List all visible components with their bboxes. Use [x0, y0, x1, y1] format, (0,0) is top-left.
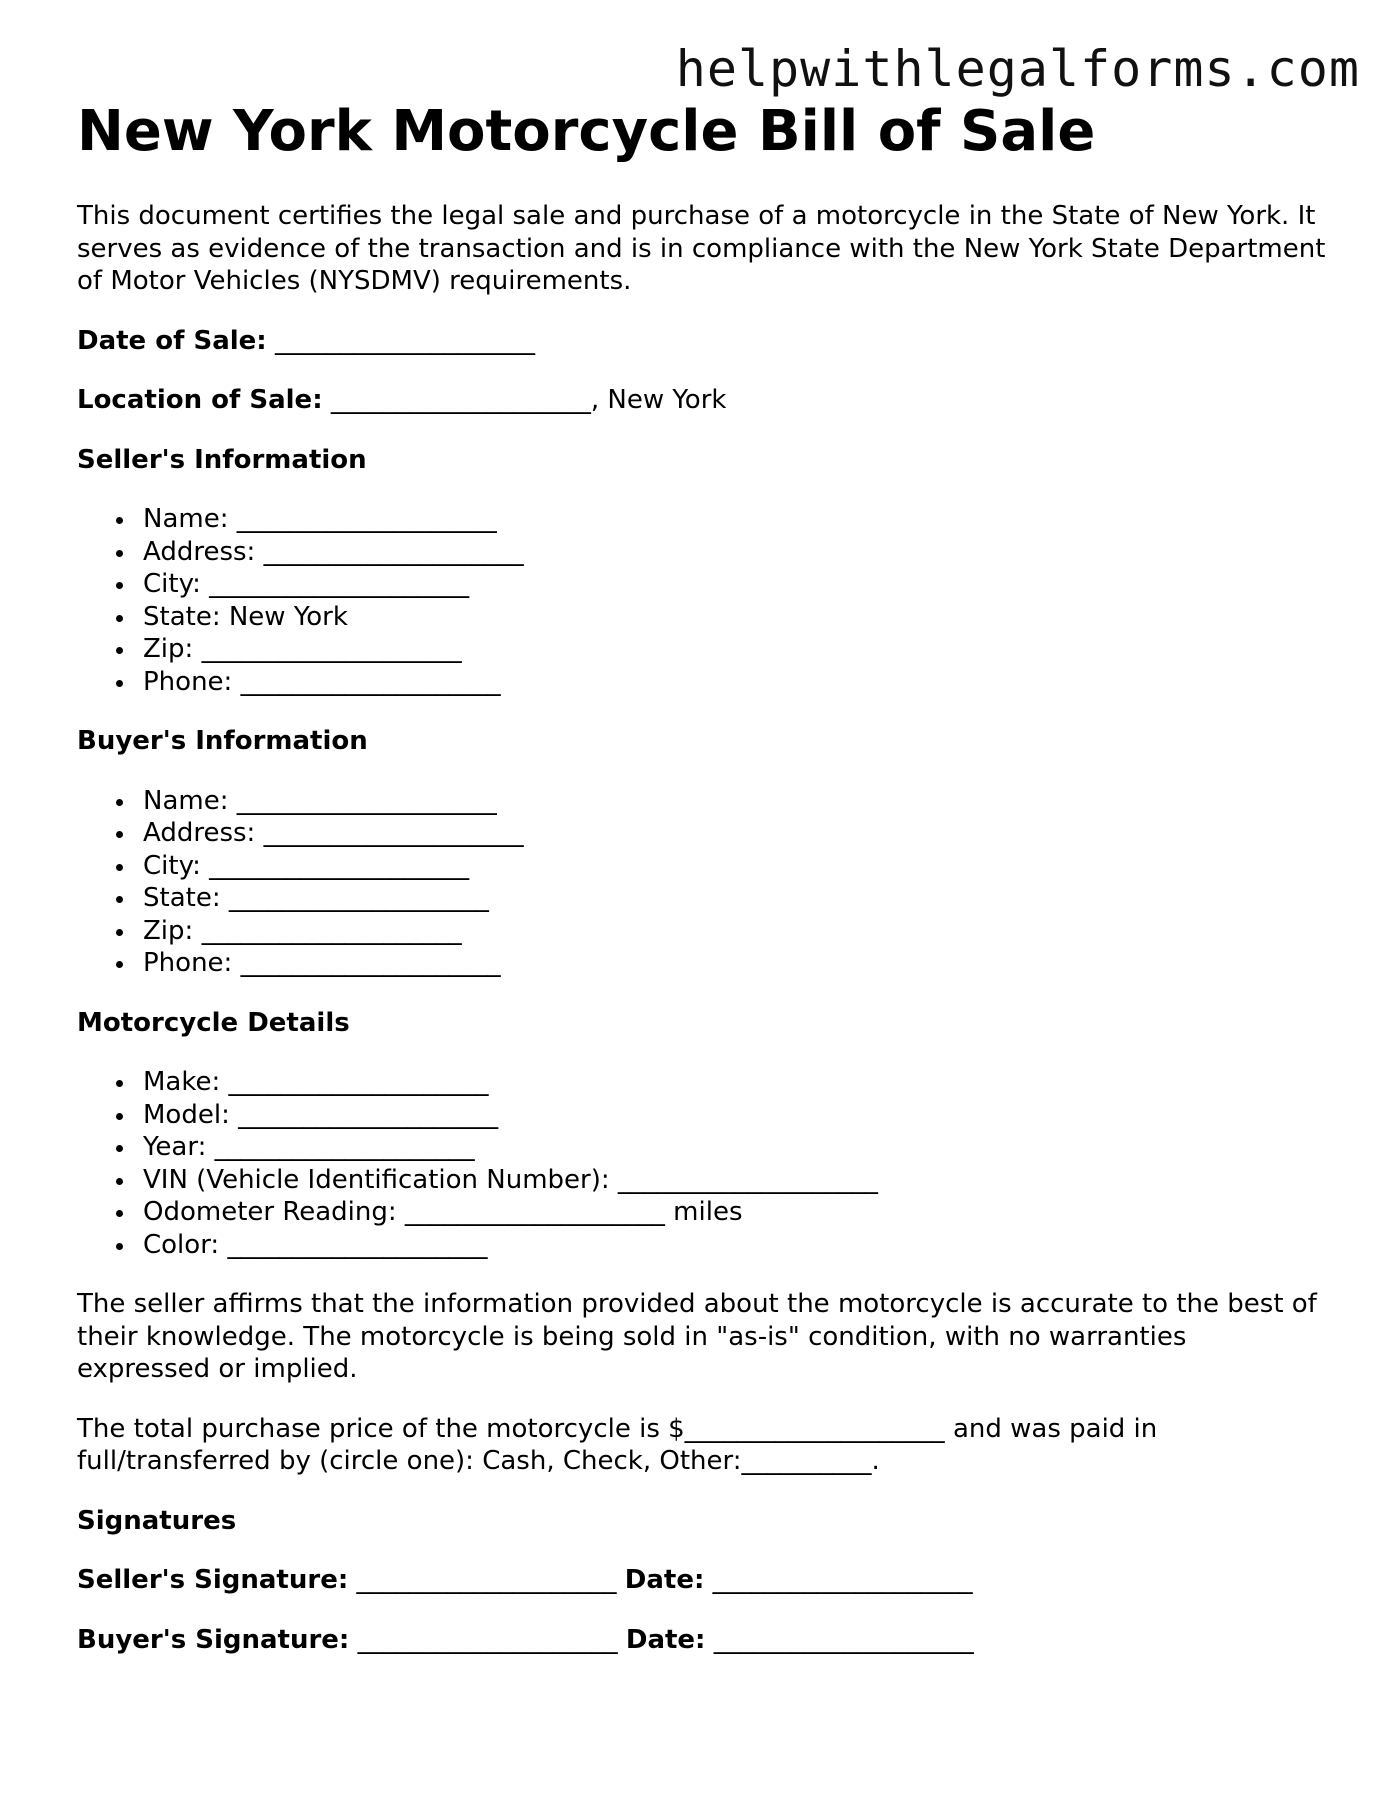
buyer-city-field[interactable]: City: ____________________: [143, 850, 1327, 883]
motorcycle-year-field[interactable]: Year: ____________________: [143, 1131, 1327, 1164]
motorcycle-color-field[interactable]: Color: ____________________: [143, 1229, 1327, 1262]
location-of-sale-blank[interactable]: ____________________: [330, 385, 591, 415]
buyer-signature-label: Buyer's Signature:: [77, 1624, 350, 1655]
location-of-sale-suffix: , New York: [590, 385, 727, 415]
buyer-date-blank[interactable]: ____________________: [713, 1624, 974, 1655]
seller-name-field[interactable]: Name: ____________________: [143, 503, 1327, 536]
seller-signature-label: Seller's Signature:: [77, 1565, 349, 1595]
buyer-address-field[interactable]: Address: ____________________: [143, 817, 1327, 850]
intro-paragraph: This document certifies the legal sale and purchase of a motorcycle in the State of New York. It serves as evidence of the transaction and is in compliance with the New York State Department of Motor Vehicles (NYSDMV) requirements.: [77, 201, 1326, 296]
motorcycle-vin-field[interactable]: VIN (Vehicle Identification Number): ____________________: [143, 1164, 1327, 1197]
site-watermark: helpwithlegalforms.com: [675, 40, 1360, 98]
buyer-signature-line: [77, 1624, 1327, 1657]
price-statement[interactable]: The total purchase price of the motorcycle is $____________________ and was paid in full/transferred by (circle one): Cash, Check, Other:__________.: [77, 1413, 1158, 1476]
buyer-info-heading: Buyer's Information: [77, 726, 368, 756]
location-of-sale-label: Location of Sale:: [77, 385, 323, 415]
seller-zip-field[interactable]: Zip: ____________________: [143, 633, 1327, 666]
buyer-date-label: Date:: [625, 1624, 706, 1655]
document-title: New York Motorcycle Bill of Sale: [77, 99, 1096, 164]
seller-address-field[interactable]: Address: ____________________: [143, 536, 1327, 569]
document-body: [77, 96, 1327, 1656]
motorcycle-details-list: [77, 1066, 1327, 1261]
seller-info-heading: Seller's Information: [77, 444, 367, 475]
seller-city-field[interactable]: City: ____________________: [143, 568, 1327, 601]
seller-date-label: Date:: [624, 1565, 705, 1595]
seller-date-blank[interactable]: ____________________: [712, 1565, 973, 1595]
location-of-sale-line: [77, 384, 1327, 417]
date-of-sale-line: [77, 325, 1327, 358]
motorcycle-details-heading: Motorcycle Details: [77, 1007, 350, 1038]
seller-signature-line: [77, 1564, 1327, 1597]
seller-phone-field[interactable]: Phone: ____________________: [143, 666, 1327, 699]
motorcycle-odometer-field[interactable]: Odometer Reading: ____________________ miles: [143, 1196, 1327, 1229]
seller-info-list: [77, 503, 1327, 698]
buyer-name-field[interactable]: Name: ____________________: [143, 785, 1327, 818]
seller-state-field: State: New York: [143, 601, 1327, 634]
buyer-signature-blank[interactable]: ____________________: [357, 1624, 618, 1655]
date-of-sale-blank[interactable]: ____________________: [274, 325, 535, 356]
buyer-phone-field[interactable]: Phone: ____________________: [143, 947, 1327, 980]
seller-signature-blank[interactable]: ____________________: [356, 1565, 617, 1595]
buyer-zip-field[interactable]: Zip: ____________________: [143, 915, 1327, 948]
buyer-state-field[interactable]: State: ____________________: [143, 882, 1327, 915]
motorcycle-model-field[interactable]: Model: ____________________: [143, 1099, 1327, 1132]
affirmation-paragraph: The seller affirms that the information provided about the motorcycle is accurate to the best of their knowledge. The motorcycle is being sold in "as-is" condition, with no warranties expressed or implied.: [77, 1289, 1317, 1384]
date-of-sale-label: Date of Sale:: [77, 325, 267, 356]
buyer-info-list: [77, 785, 1327, 980]
motorcycle-make-field[interactable]: Make: ____________________: [143, 1066, 1327, 1099]
signatures-heading: Signatures: [77, 1505, 237, 1536]
